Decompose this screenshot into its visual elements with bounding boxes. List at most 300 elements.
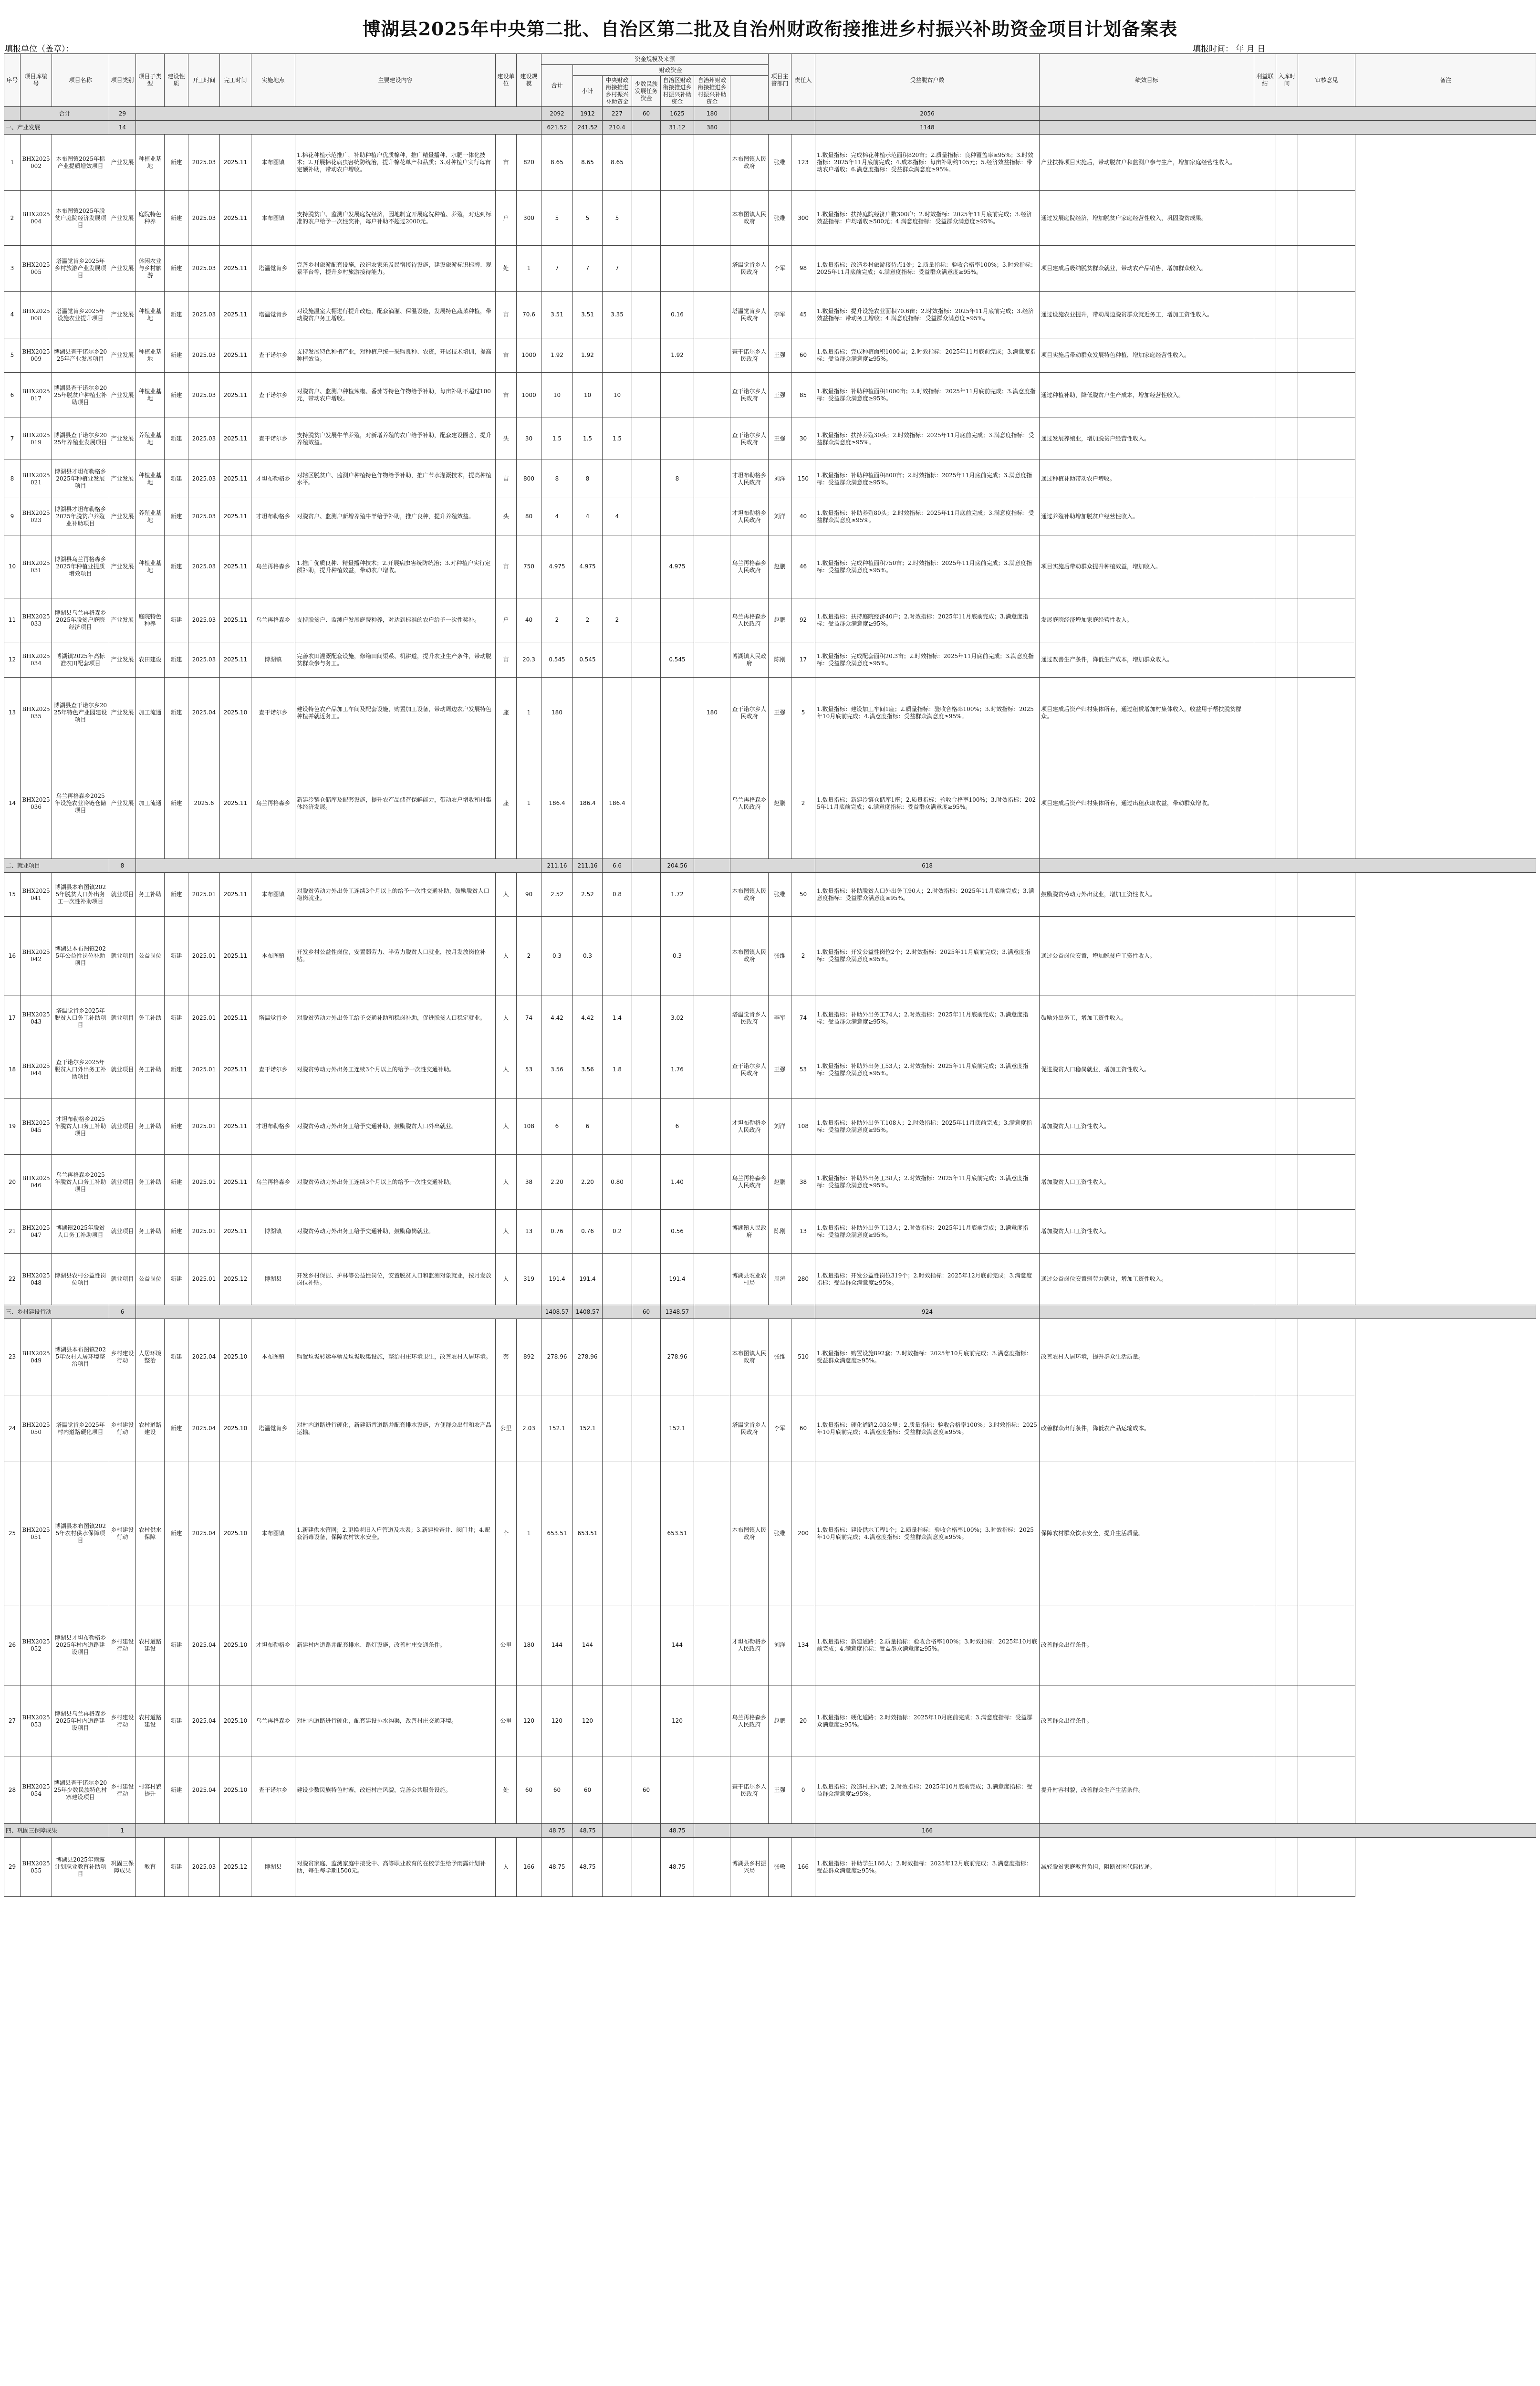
row-nature: 新建 [165,1462,188,1605]
row-goals: 1.数量指标：补助外出务工53人；2.时效指标：2025年11月底前完成；3.满意度指标：受益群众满意度≥95%。 [815,1041,1040,1099]
section-count: 1 [109,1824,136,1838]
row-content: 对脱贫劳动力外出务工给予交通补助，鼓励脱贫人口外出就业。 [295,1099,496,1155]
row-finish: 2025.11 [220,598,251,642]
row-content: 建设少数民族特色村寨，改造村庄风貌，完善公共服务设施。 [295,1757,496,1824]
row-subtotal: 2.20 [573,1155,603,1210]
row-region [661,678,694,748]
row-content: 完善农田灌溉配套设施，修缮田间渠系、机耕道，提升农业生产条件，带动脱贫群众参与务工。 [295,642,496,678]
row-households: 60 [791,338,815,373]
section-spacer [136,121,541,135]
row-storage [1254,917,1276,995]
row-prefecture [694,535,730,598]
row-code: BHX2025017 [21,373,52,418]
row-category: 乡村建设行动 [109,1319,136,1395]
row-category: 产业发展 [109,460,136,498]
row-central [603,1462,632,1605]
row-location: 博湖镇 [251,642,295,678]
row-subtotal: 4.975 [573,535,603,598]
row-nature: 新建 [165,1155,188,1210]
row-unit: 亩 [496,460,517,498]
row-storage [1254,873,1276,917]
row-name: 塔温觉肯乡2025年设施农业提升项目 [52,292,109,338]
row-category: 产业发展 [109,642,136,678]
section-total: 1408.57 [541,1305,573,1319]
header-mechanism: 利益联结 [1254,54,1276,107]
row-storage [1254,1685,1276,1757]
row-prefecture [694,1319,730,1395]
row-prefecture [694,642,730,678]
row-category: 产业发展 [109,535,136,598]
row-responsible: 张维 [769,1319,791,1395]
row-location: 本布图镇 [251,1319,295,1395]
row-content: 购置垃圾转运车辆及垃圾收集设施，整治村庄环境卫生，改善农村人居环境。 [295,1319,496,1395]
row-owner: 博湖镇人民政府 [730,642,769,678]
row-location: 博湖县 [251,1254,295,1305]
row-goals: 1.数量指标：完成配套面积20.3亩；2.时效指标：2025年11月底前完成；3.满意度指标：受益群众满意度≥95%。 [815,642,1040,678]
row-households: 2 [791,917,815,995]
row-households: 53 [791,1041,815,1099]
row-unit: 亩 [496,373,517,418]
row-seq: 10 [4,535,21,598]
row-code: BHX2025042 [21,917,52,995]
row-responsible: 李军 [769,246,791,292]
row-owner: 乌兰再格森乡人民政府 [730,598,769,642]
row-total: 7 [541,246,573,292]
row-prefecture [694,373,730,418]
row-finish: 2025.11 [220,873,251,917]
section-households: 1148 [815,121,1040,135]
row-category: 产业发展 [109,418,136,460]
row-start: 2025.6 [188,748,220,859]
row-owner: 查干诺尔乡人民政府 [730,1757,769,1824]
header-nature: 建设性质 [165,54,188,107]
row-mechanism: 通过设施农业提升，带动周边脱贫群众就近务工，增加工资性收入。 [1040,292,1254,338]
row-total: 152.1 [541,1395,573,1462]
row-total: 8 [541,460,573,498]
row-nature: 新建 [165,995,188,1041]
row-scale: 300 [517,191,541,246]
row-owner: 才坦布勒格乡人民政府 [730,1605,769,1685]
row-owner: 乌兰再格森乡人民政府 [730,748,769,859]
row-seq: 28 [4,1757,21,1824]
row-sanxi [632,917,661,995]
row-audit [1276,1099,1298,1155]
row-start: 2025.03 [188,1838,220,1897]
row-scale: 1 [517,246,541,292]
row-category: 就业项目 [109,1155,136,1210]
total-blank-b [769,107,791,121]
row-responsible: 张敏 [769,1838,791,1897]
row-location: 乌兰再格森乡 [251,535,295,598]
row-prefecture: 180 [694,678,730,748]
row-start: 2025.04 [188,1757,220,1824]
row-households: 46 [791,535,815,598]
section-prefecture [694,1305,730,1319]
row-households: 2 [791,748,815,859]
section-tail [1040,121,1536,135]
row-category: 乡村建设行动 [109,1462,136,1605]
row-unit: 户 [496,598,517,642]
row-total: 2 [541,598,573,642]
row-location: 查干诺尔乡 [251,418,295,460]
section-prefecture: 380 [694,121,730,135]
row-scale: 90 [517,873,541,917]
header-code: 项目库编号 [21,54,52,107]
row-subtotal: 186.4 [573,748,603,859]
table-row [4,135,1536,191]
row-content: 新建冷链仓储库及配套设施，提升农产品储存保鲜能力，带动农户增收和村集体经济发展。 [295,748,496,859]
row-sanxi [632,246,661,292]
row-nature: 新建 [165,338,188,373]
table-row [4,535,1536,598]
row-content: 新建村内道路并配套排水、路灯设施，改善村庄交通条件。 [295,1605,496,1685]
row-households: 60 [791,1395,815,1462]
row-prefecture [694,1041,730,1099]
row-location: 才坦布勒格乡 [251,1605,295,1685]
row-name: 才坦布勒格乡2025年脱贫人口务工补助项目 [52,1099,109,1155]
row-mechanism: 项目建成后资产归村集体所有，通过出租获取收益，带动群众增收。 [1040,748,1254,859]
row-code: BHX2025046 [21,1155,52,1210]
row-subtotal: 653.51 [573,1462,603,1605]
section-central [603,1305,632,1319]
row-region: 8 [661,460,694,498]
row-region: 1.72 [661,873,694,917]
table-row [4,642,1536,678]
section-label: 一、产业发展 [4,121,109,135]
row-central [603,1605,632,1685]
row-total: 0.76 [541,1210,573,1254]
row-owner: 博湖县农业农村局 [730,1254,769,1305]
section-tail [1040,859,1536,873]
row-mechanism: 减轻脱贫家庭教育负担，阻断贫困代际传递。 [1040,1838,1254,1897]
row-region [661,373,694,418]
row-subtotal: 10 [573,373,603,418]
row-owner: 塔温觉肯乡人民政府 [730,246,769,292]
row-total: 653.51 [541,1462,573,1605]
table-row [4,1041,1536,1099]
row-nature: 新建 [165,1395,188,1462]
row-subtotal: 152.1 [573,1395,603,1462]
section-row [4,1824,1536,1838]
row-code: BHX2025045 [21,1099,52,1155]
row-total: 1.92 [541,338,573,373]
row-central: 186.4 [603,748,632,859]
row-finish: 2025.11 [220,1210,251,1254]
row-subtotal: 1.92 [573,338,603,373]
section-households: 618 [815,859,1040,873]
row-nature: 新建 [165,191,188,246]
row-location: 本布图镇 [251,135,295,191]
table-row [4,1395,1536,1462]
row-category: 巩固三保障成果 [109,1838,136,1897]
row-households: 40 [791,498,815,535]
row-finish: 2025.10 [220,1462,251,1605]
row-households: 150 [791,460,815,498]
row-finish: 2025.11 [220,917,251,995]
row-scale: 80 [517,498,541,535]
header-total: 合计 [541,65,573,107]
row-central: 4 [603,498,632,535]
row-finish: 2025.12 [220,1254,251,1305]
row-scale: 166 [517,1838,541,1897]
row-location: 乌兰再格森乡 [251,1155,295,1210]
row-category: 就业项目 [109,873,136,917]
row-audit [1276,1605,1298,1685]
row-code: BHX2025052 [21,1605,52,1685]
row-households: 5 [791,678,815,748]
row-name: 博湖县本布图镇2025年脱贫人口外出务工一次性补助项目 [52,873,109,917]
row-unit: 亩 [496,135,517,191]
row-central [603,678,632,748]
row-unit: 人 [496,1254,517,1305]
row-storage [1254,292,1276,338]
row-prefecture [694,1462,730,1605]
total-subtotal: 1912 [573,107,603,121]
row-subcategory: 农田建设 [136,642,165,678]
row-nature: 新建 [165,418,188,460]
row-scale: 1000 [517,373,541,418]
row-region: 0.16 [661,292,694,338]
total-row [4,107,1536,121]
row-subcategory: 公益岗位 [136,917,165,995]
row-name: 本布图镇2025年棉产业提质增效项目 [52,135,109,191]
row-remarks [1298,873,1355,917]
row-finish: 2025.11 [220,1099,251,1155]
row-subcategory: 农村道路建设 [136,1605,165,1685]
row-start: 2025.03 [188,642,220,678]
row-prefecture [694,598,730,642]
row-remarks [1298,1210,1355,1254]
row-storage [1254,1210,1276,1254]
row-remarks [1298,373,1355,418]
row-sanxi [632,191,661,246]
row-storage [1254,373,1276,418]
row-nature: 新建 [165,246,188,292]
row-seq: 12 [4,642,21,678]
row-mechanism: 产业扶持项目实施后，带动脱贫户和监测户参与生产，增加家庭经营性收入。 [1040,135,1254,191]
row-subcategory: 种植业基地 [136,535,165,598]
row-owner: 查干诺尔乡人民政府 [730,338,769,373]
row-prefecture [694,1254,730,1305]
row-region: 3.02 [661,995,694,1041]
row-category: 产业发展 [109,598,136,642]
row-content: 对脱贫户、监测户新增养殖牛羊给予补助，推广良种，提升养殖效益。 [295,498,496,535]
row-nature: 新建 [165,1099,188,1155]
row-audit [1276,1155,1298,1210]
row-category: 就业项目 [109,1210,136,1254]
row-sanxi [632,678,661,748]
header-fiscal-group: 财政资金 [573,65,769,76]
row-finish: 2025.11 [220,995,251,1041]
row-region: 191.4 [661,1254,694,1305]
row-central [603,535,632,598]
row-nature: 新建 [165,642,188,678]
row-households: 0 [791,1757,815,1824]
row-nature: 新建 [165,1210,188,1254]
row-start: 2025.01 [188,1099,220,1155]
row-seq: 11 [4,598,21,642]
total-tail [1040,107,1536,121]
row-mechanism: 改善群众出行条件。 [1040,1605,1254,1685]
row-remarks [1298,1319,1355,1395]
row-seq: 6 [4,373,21,418]
row-scale: 20.3 [517,642,541,678]
row-central: 3.35 [603,292,632,338]
header-remarks: 备注 [1355,54,1536,107]
row-scale: 38 [517,1155,541,1210]
row-finish: 2025.10 [220,1757,251,1824]
row-location: 塔温觉肯乡 [251,292,295,338]
row-seq: 2 [4,191,21,246]
total-prefecture: 180 [694,107,730,121]
row-mechanism: 增加脱贫人口工资性收入。 [1040,1099,1254,1155]
total-seq [4,107,21,121]
row-sanxi [632,642,661,678]
row-nature: 新建 [165,1685,188,1757]
section-total: 211.16 [541,859,573,873]
row-audit [1276,642,1298,678]
row-scale: 820 [517,135,541,191]
row-scale: 40 [517,598,541,642]
row-central [603,917,632,995]
row-seq: 20 [4,1155,21,1210]
section-total: 48.75 [541,1824,573,1838]
row-location: 乌兰再格森乡 [251,1685,295,1757]
row-goals: 1.数量指标：改造村庄风貌；2.时效指标：2025年10月底前完成；3.满意度指标：受益群众满意度≥95%。 [815,1757,1040,1824]
row-prefecture [694,1099,730,1155]
section-sanxi [632,859,661,873]
row-unit: 人 [496,995,517,1041]
row-households: 108 [791,1099,815,1155]
row-start: 2025.01 [188,1254,220,1305]
row-goals: 1.数量指标：建设加工车间1座；2.质量指标：验收合格率100%；3.时效指标：2025年10月底前完成；4.满意度指标：受益群众满意度≥95%。 [815,678,1040,748]
row-central: 5 [603,191,632,246]
section-sanxi [632,1824,661,1838]
row-name: 博湖县乌兰再格森乡2025年村内道路建设项目 [52,1685,109,1757]
row-subcategory: 务工补助 [136,1155,165,1210]
row-storage [1254,135,1276,191]
row-mechanism: 通过公益岗位安置弱劳力就业，增加工资性收入。 [1040,1254,1254,1305]
row-scale: 2.03 [517,1395,541,1462]
row-sanxi [632,135,661,191]
row-region: 1.40 [661,1155,694,1210]
row-remarks [1298,642,1355,678]
row-unit: 亩 [496,535,517,598]
row-subtotal: 0.545 [573,642,603,678]
row-prefecture [694,292,730,338]
row-goals: 1.数量指标：完成种植面积1000亩；2.时效指标：2025年11月底前完成；3.满意度指标：受益群众满意度≥95%。 [815,338,1040,373]
row-nature: 新建 [165,1319,188,1395]
row-responsible: 刘洋 [769,1605,791,1685]
row-category: 就业项目 [109,917,136,995]
row-sanxi [632,598,661,642]
row-code: BHX2025019 [21,418,52,460]
row-region: 0.3 [661,917,694,995]
row-location: 乌兰再格森乡 [251,598,295,642]
row-subtotal: 6 [573,1099,603,1155]
table-row [4,191,1536,246]
row-total: 191.4 [541,1254,573,1305]
row-sanxi [632,460,661,498]
row-central [603,460,632,498]
row-audit [1276,1319,1298,1395]
row-responsible: 张维 [769,1462,791,1605]
row-code: BHX2025044 [21,1041,52,1099]
row-unit: 处 [496,246,517,292]
total-label: 合计 [21,107,109,121]
row-households: 123 [791,135,815,191]
row-remarks [1298,246,1355,292]
row-finish: 2025.11 [220,135,251,191]
row-goals: 1.数量指标：补助外出务工13人；2.时效指标：2025年11月底前完成；3.满意度指标：受益群众满意度≥95%。 [815,1210,1040,1254]
row-subtotal: 0.3 [573,917,603,995]
row-seq: 17 [4,995,21,1041]
row-finish: 2025.11 [220,748,251,859]
section-label: 二、就业项目 [4,859,109,873]
row-category: 乡村建设行动 [109,1757,136,1824]
row-audit [1276,1041,1298,1099]
row-households: 166 [791,1838,815,1897]
row-seq: 5 [4,338,21,373]
row-prefecture [694,1757,730,1824]
row-owner: 才坦布勒格乡人民政府 [730,460,769,498]
row-responsible: 张维 [769,135,791,191]
row-audit [1276,460,1298,498]
table-row [4,917,1536,995]
row-sanxi [632,1155,661,1210]
row-goals: 1.数量指标：购置设施892套；2.时效指标：2025年10月底前完成；3.满意度指标：受益群众满意度≥95%。 [815,1319,1040,1395]
row-finish: 2025.11 [220,418,251,460]
row-category: 乡村建设行动 [109,1605,136,1685]
row-central: 7 [603,246,632,292]
section-blank [730,121,815,135]
row-location: 塔温觉肯乡 [251,1395,295,1462]
row-owner: 本布图镇人民政府 [730,917,769,995]
row-storage [1254,748,1276,859]
row-location: 才坦布勒格乡 [251,1099,295,1155]
row-owner: 塔温觉肯乡人民政府 [730,1395,769,1462]
section-households: 166 [815,1824,1040,1838]
row-name: 塔温觉肯乡2025年村内道路硬化项目 [52,1395,109,1462]
row-responsible: 王强 [769,1041,791,1099]
header-goals: 绩效目标 [1040,54,1254,107]
row-total: 60 [541,1757,573,1824]
row-subcategory: 种植业基地 [136,460,165,498]
row-finish: 2025.10 [220,1685,251,1757]
section-blank [730,859,815,873]
row-households: 280 [791,1254,815,1305]
header-central: 中央财政衔接推进乡村振兴补助资金 [603,76,632,107]
row-subtotal: 191.4 [573,1254,603,1305]
row-unit: 人 [496,1210,517,1254]
row-responsible: 赵鹏 [769,535,791,598]
row-code: BHX2025048 [21,1254,52,1305]
row-central: 8.65 [603,135,632,191]
header-name: 项目名称 [52,54,109,107]
table-row [4,1838,1536,1897]
row-mechanism: 发展庭院经济增加家庭经营性收入。 [1040,598,1254,642]
row-scale: 1 [517,748,541,859]
row-goals: 1.数量指标：开发公益性岗位2个；2.时效指标：2025年11月底前完成；3.满意度指标：受益群众满意度≥95%。 [815,917,1040,995]
row-category: 产业发展 [109,678,136,748]
row-scale: 1 [517,1462,541,1605]
row-storage [1254,642,1276,678]
row-audit [1276,1254,1298,1305]
row-seq: 7 [4,418,21,460]
row-storage [1254,1605,1276,1685]
row-scale: 120 [517,1685,541,1757]
row-remarks [1298,995,1355,1041]
